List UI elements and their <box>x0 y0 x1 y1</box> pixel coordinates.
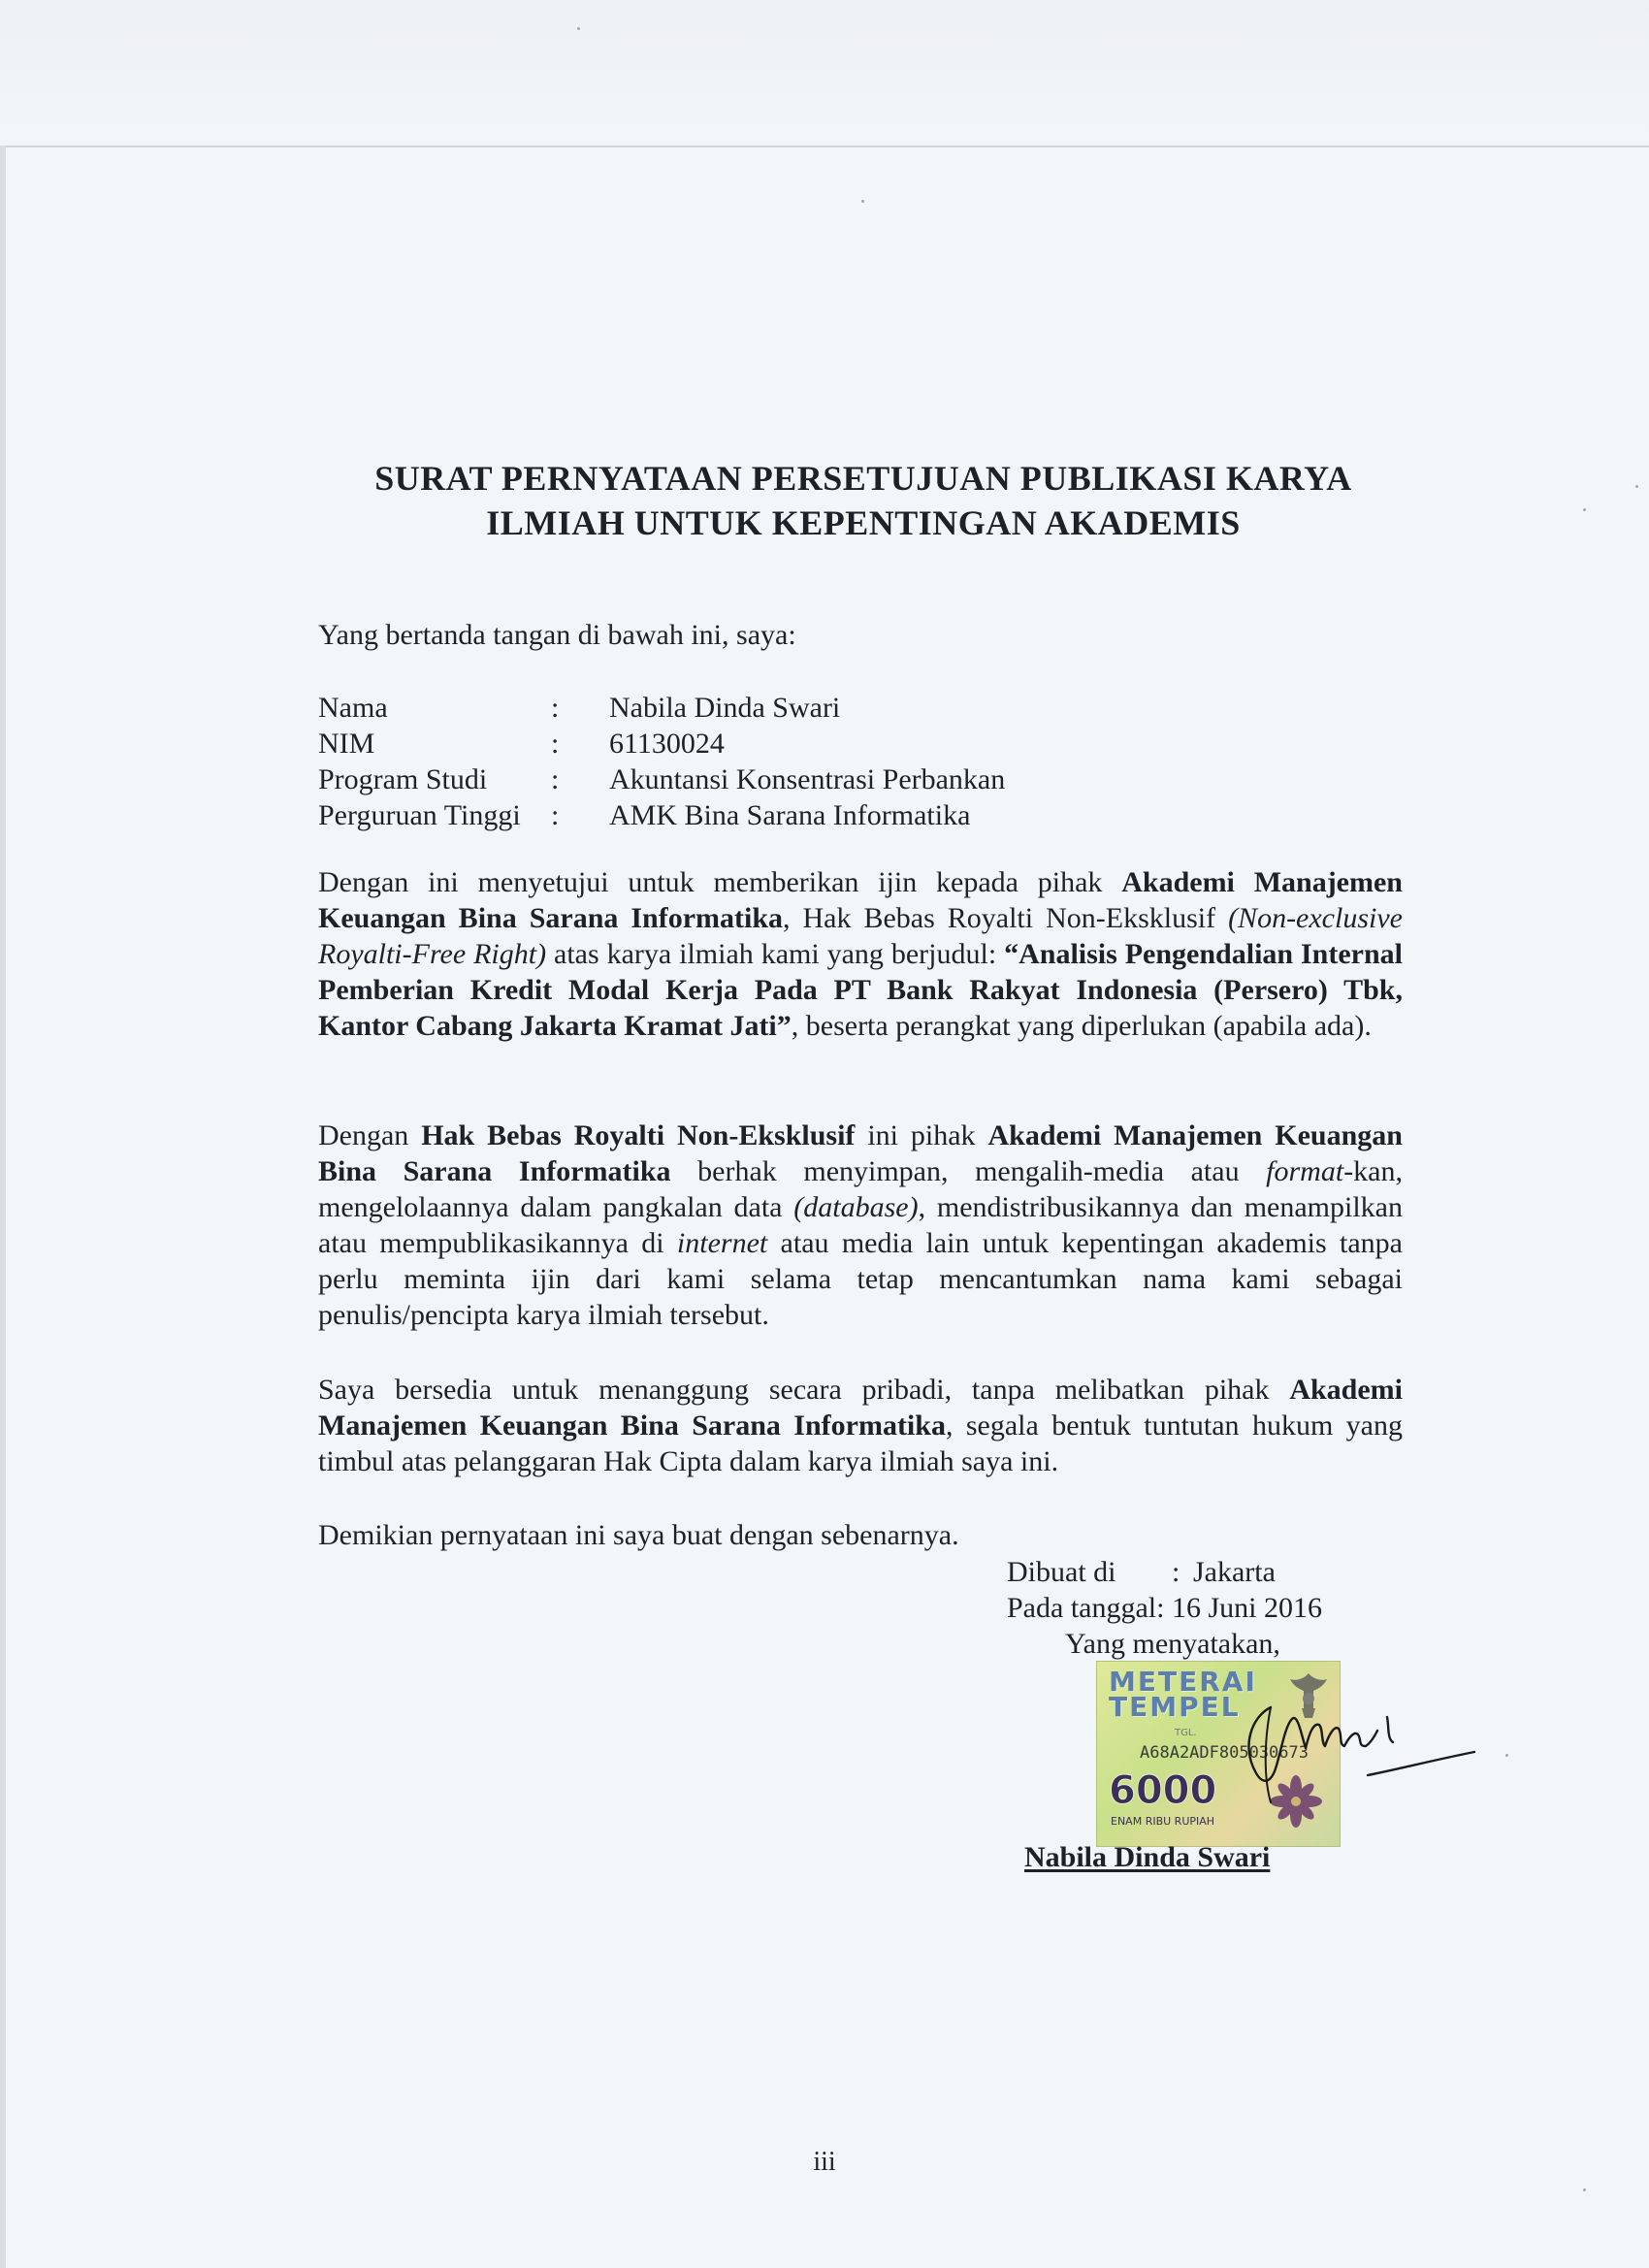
scan-speck <box>1583 508 1586 511</box>
paragraph-text: Saya bersedia untuk menanggung secara pribadi, tanpa melibatkan pihak <box>318 1374 1290 1406</box>
signature-block <box>1007 1554 1414 1662</box>
signer-name: Nabila Dinda Swari <box>1024 1841 1271 1873</box>
identity-row <box>318 761 1191 797</box>
license-name: Hak Bebas Royalti Non-Eksklusif <box>421 1119 856 1151</box>
place-row <box>1007 1554 1414 1590</box>
paragraph-text: , mendistribusikannya dan menampilkan atau mempublikasikannya di <box>318 1191 1403 1259</box>
identity-value: Nabila Dinda Swari <box>609 692 841 724</box>
paragraph-liability <box>318 1372 1403 1479</box>
identity-value: Akuntansi Konsentrasi Perbankan <box>609 763 1006 795</box>
identity-table <box>318 690 1191 833</box>
stamp-line-2: TEMPEL <box>1109 1691 1241 1723</box>
handwritten-signature <box>1242 1678 1484 1814</box>
stamp-serial: A68A2ADF805030673 <box>1140 1743 1309 1763</box>
institution-name: Akademi Manajemen Keuangan Bina Sarana Informatika <box>318 866 1403 934</box>
closing-statement: Demikian pernyataan ini saya buat dengan sebenarnya. <box>318 1519 959 1551</box>
institution-name: Akademi Manajemen Keuangan Bina Sarana Informatika <box>318 1119 1403 1187</box>
license-term: (Non-exclusive Royalti-Free Right) <box>318 902 1403 970</box>
italic-term: internet <box>676 1227 768 1259</box>
paragraph-text: atas karya ilmiah kami yang berjudul: <box>546 938 1005 970</box>
scan-speck <box>1583 2188 1586 2191</box>
identity-label: Nama <box>318 692 388 724</box>
stamp-value-words: ENAM RIBU RUPIAH <box>1111 1815 1215 1828</box>
identity-label: Program Studi <box>318 763 488 795</box>
thesis-title: “Analisis Pengendalian Internal Pemberian Kredit Modal Kerja Pada PT Bank Rakyat Indonesia (Persero) Tbk, Kantor Cabang Jakarta Kramat Jati” <box>318 938 1404 1042</box>
place-value: Jakarta <box>1193 1556 1276 1588</box>
identity-row <box>318 690 1191 726</box>
identity-label: NIM <box>318 728 375 760</box>
identity-row <box>318 726 1191 761</box>
declarant-line: Yang menyatakan, <box>1065 1628 1280 1660</box>
paragraph-consent <box>318 864 1403 1044</box>
place-label: Dibuat di <box>1007 1556 1116 1588</box>
paragraph-text: , beserta perangkat yang diperlukan (apabila ada). <box>791 1010 1372 1042</box>
identity-label: Perguruan Tinggi <box>318 799 521 831</box>
date-line: Pada tanggal: 16 Juni 2016 <box>1007 1592 1322 1624</box>
italic-term: format <box>1266 1155 1344 1187</box>
identity-colon: : <box>551 692 560 724</box>
identity-value: AMK Bina Sarana Informatika <box>609 799 971 831</box>
stamp-line-1: METERAI <box>1109 1666 1257 1698</box>
paragraph-text: Dengan ini menyetujui untuk memberikan ijin kepada pihak <box>318 866 1122 898</box>
stamp-date-label: TGL. <box>1175 1728 1197 1738</box>
scan-speck <box>861 200 864 203</box>
paragraph-text: Dengan <box>318 1119 422 1151</box>
identity-colon: : <box>551 799 560 831</box>
paragraph-text: ini pihak <box>855 1119 988 1151</box>
paragraph-text: berhak menyimpan, mengalih-media atau <box>670 1155 1267 1187</box>
identity-colon: : <box>551 763 560 795</box>
identity-row <box>318 797 1191 833</box>
italic-term: (database) <box>793 1191 919 1223</box>
institution-name: Akademi Manajemen Keuangan Bina Sarana Informatika <box>318 1374 1403 1442</box>
place-colon: : <box>1172 1556 1180 1588</box>
identity-value: 61130024 <box>609 728 725 760</box>
intro-text: Yang bertanda tangan di bawah ini, saya: <box>318 619 796 651</box>
document-title <box>291 456 1436 545</box>
page-number: iii <box>813 2147 836 2177</box>
paragraph-text: atau media lain untuk kepentingan akademis tanpa perlu meminta ijin dari kami selama tetap mencantumkan nama kami sebagai penulis/pencipta karya ilmiah tersebut. <box>318 1227 1403 1331</box>
identity-colon: : <box>551 728 560 760</box>
scan-speck <box>1635 485 1638 488</box>
stamp-value: 6000 <box>1109 1768 1217 1813</box>
scan-speck <box>577 27 580 30</box>
scan-speck <box>1505 1754 1508 1757</box>
paragraph-text: -kan, mengelolaannya dalam pangkalan data <box>318 1155 1403 1223</box>
paragraph-text: , segala bentuk tuntutan hukum yang timbul atas pelanggaran Hak Cipta dalam karya ilmiah saya ini. <box>318 1409 1403 1477</box>
title-line-1: SURAT PERNYATAAN PERSETUJUAN PUBLIKASI KARYA <box>374 459 1352 498</box>
paragraph-text: , Hak Bebas Royalti Non-Eksklusif <box>783 902 1229 934</box>
paragraph-rights <box>318 1118 1403 1333</box>
title-line-2: ILMIAH UNTUK KEPENTINGAN AKADEMIS <box>486 503 1241 542</box>
